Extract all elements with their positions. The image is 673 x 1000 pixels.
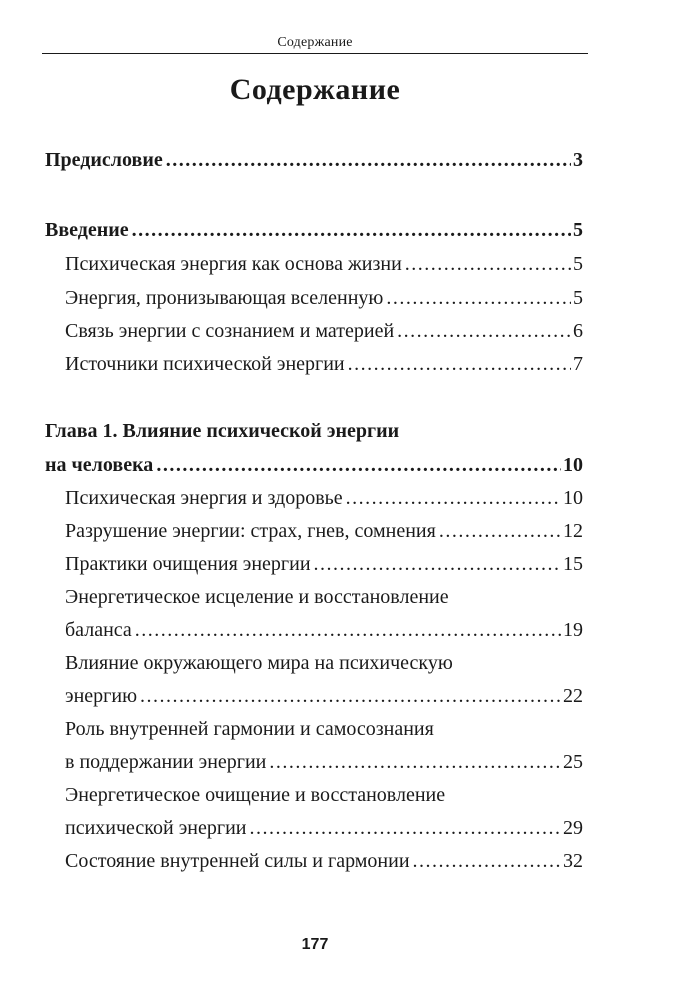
toc-subentry[interactable] <box>65 815 583 841</box>
toc-subentry[interactable] <box>65 683 583 709</box>
dot-leader <box>249 815 561 841</box>
dot-leader <box>413 848 561 874</box>
toc-entry-label: Введение <box>45 219 129 241</box>
dot-leader <box>135 617 561 643</box>
dot-leader <box>156 452 561 478</box>
toc-entry-page: 10 <box>563 487 583 509</box>
toc-entry-page: 19 <box>563 619 583 641</box>
toc-entry-preface[interactable] <box>45 147 583 173</box>
toc-entry-page: 22 <box>563 685 583 707</box>
toc-entry-label: Предисловие <box>45 149 163 171</box>
toc-subentry[interactable] <box>65 848 583 874</box>
toc-entry-page: 32 <box>563 850 583 872</box>
dot-leader <box>314 551 561 577</box>
toc-subentry-line1[interactable]: Энергетическое очищение и восстановление <box>65 784 446 806</box>
dot-leader <box>397 318 571 344</box>
toc-entry-page: 5 <box>573 253 583 275</box>
toc-entry-label: Энергия, пронизывающая вселенную <box>65 287 384 309</box>
toc-subentry[interactable] <box>65 485 583 511</box>
toc-subentry[interactable] <box>65 251 583 277</box>
toc-entry-page: 3 <box>573 149 583 171</box>
toc-entry-page: 7 <box>573 353 583 375</box>
dot-leader <box>386 285 571 311</box>
toc-entry-label: Психическая энергия как основа жизни <box>65 253 402 275</box>
toc-entry-label: Состояние внутренней силы и гармонии <box>65 850 410 872</box>
toc-subentry-line1[interactable]: Роль внутренней гармонии и самосознания <box>65 718 434 740</box>
toc-entry-page: 6 <box>573 320 583 342</box>
toc-entry-label: в поддержании энергии <box>65 751 267 773</box>
toc-entry-page: 12 <box>563 520 583 542</box>
toc-entry-label: Разрушение энергии: страх, гнев, сомнения <box>65 520 436 542</box>
dot-leader <box>346 485 561 511</box>
toc-entry-label: Практики очищения энергии <box>65 553 311 575</box>
toc-subentry[interactable] <box>65 749 583 775</box>
running-header: Содержание <box>277 35 353 50</box>
toc-entry-page: 15 <box>563 553 583 575</box>
toc-subentry[interactable] <box>65 551 583 577</box>
toc-subentry[interactable] <box>65 617 583 643</box>
toc-title: Содержание <box>229 73 401 106</box>
dot-leader <box>166 147 571 173</box>
toc-subentry-line1[interactable]: Энергетическое исцеление и восстановление <box>65 586 449 608</box>
dot-leader <box>269 749 561 775</box>
toc-subentry[interactable] <box>65 518 583 544</box>
toc-entry-label: баланса <box>65 619 132 641</box>
toc-entry-label: Психическая энергия и здоровье <box>65 487 343 509</box>
dot-leader <box>348 351 571 377</box>
toc-entry-label: энергию <box>65 685 138 707</box>
header-rule <box>42 53 588 54</box>
toc-entry-page: 10 <box>563 454 583 476</box>
toc-entry-label: на человека <box>45 454 154 476</box>
toc-entry-label: психической энергии <box>65 817 247 839</box>
toc-entry-page: 25 <box>563 751 583 773</box>
page-number: 177 <box>301 936 329 953</box>
toc-entry-label: Связь энергии с сознанием и материей <box>65 320 395 342</box>
toc-subentry[interactable] <box>65 285 583 311</box>
dot-leader <box>132 217 571 243</box>
toc-entry-label: Источники психической энергии <box>65 353 345 375</box>
toc-subentry[interactable] <box>65 351 583 377</box>
toc-entry-chapter1[interactable] <box>45 452 583 478</box>
toc-entry-chapter1-line1[interactable]: Глава 1. Влияние психической энергии <box>45 420 400 442</box>
dot-leader <box>405 251 571 277</box>
dot-leader <box>140 683 561 709</box>
toc-entry-page: 29 <box>563 817 583 839</box>
toc-subentry-line1[interactable]: Влияние окружающего мира на психическую <box>65 652 453 674</box>
toc-subentry[interactable] <box>65 318 583 344</box>
dot-leader <box>439 518 561 544</box>
toc-entry-intro[interactable] <box>45 217 583 243</box>
toc-entry-page: 5 <box>573 219 583 241</box>
toc-entry-page: 5 <box>573 287 583 309</box>
